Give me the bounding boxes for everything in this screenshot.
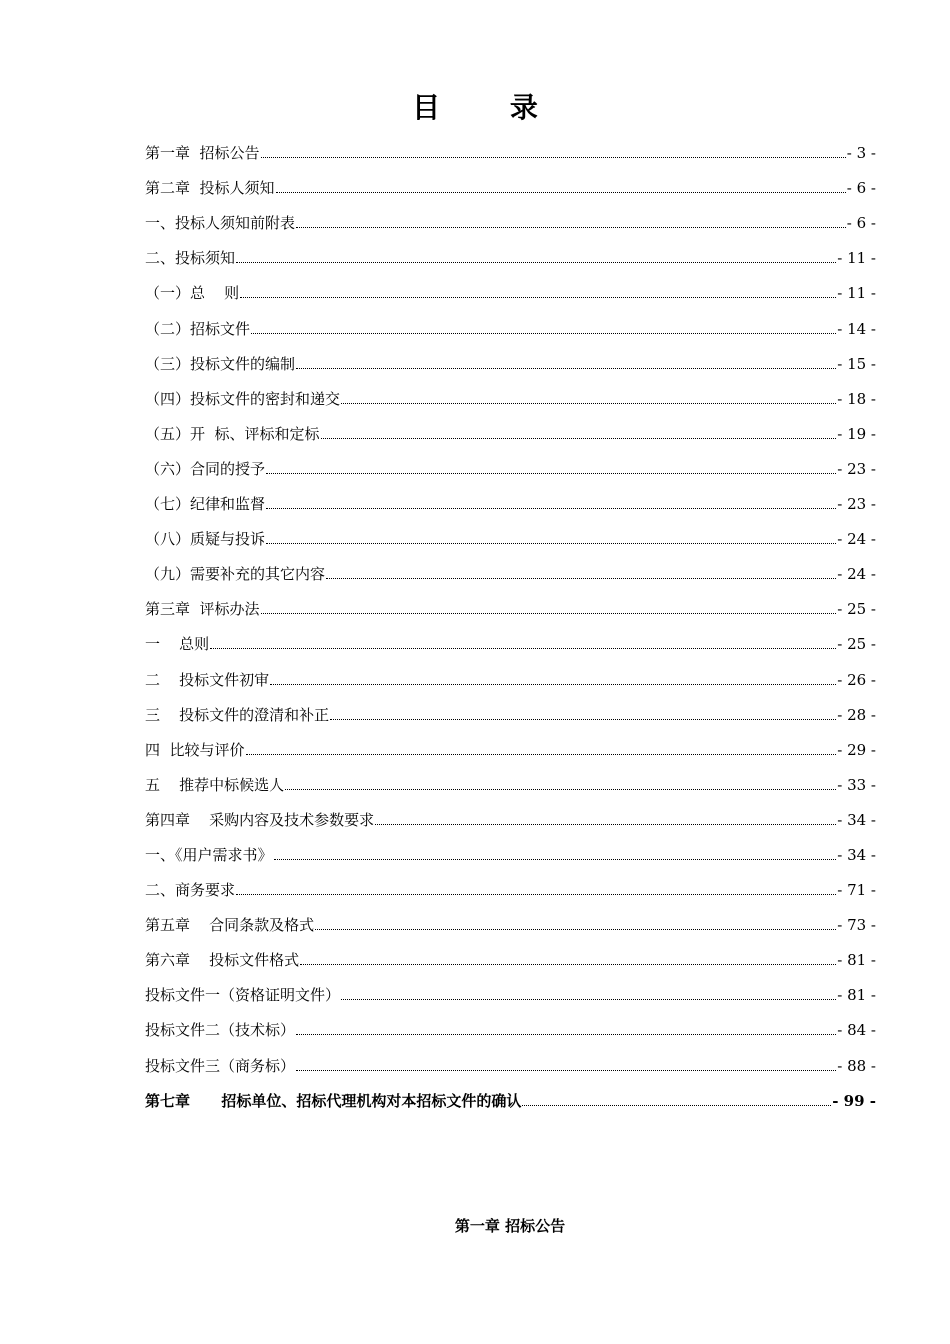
- toc-entry[interactable]: [145, 725, 876, 760]
- toc-entry-page: - 24 -: [837, 530, 876, 549]
- toc-leader-dots: [341, 998, 836, 1000]
- toc-entry-label: 第六章 投标文件格式: [145, 951, 300, 970]
- toc-entry-label: （七）纪律和监督: [145, 495, 266, 514]
- toc-entry-label: 一、《用户需求书》: [145, 845, 273, 864]
- toc-leader-dots: [236, 261, 836, 263]
- toc-entry-page: - 18 -: [837, 389, 876, 408]
- toc-entry-page: - 28 -: [837, 705, 876, 724]
- toc-entry-page: - 33 -: [837, 775, 876, 794]
- toc-leader-dots: [210, 647, 836, 649]
- toc-entry-label: 投标文件一（资格证明文件）: [145, 986, 341, 1005]
- toc-leader-dots: [276, 191, 846, 193]
- toc-entry-label: 第四章 采购内容及技术参数要求: [145, 810, 375, 829]
- toc-entry-page: - 19 -: [837, 424, 876, 443]
- toc-entry-page: - 29 -: [837, 740, 876, 759]
- toc-entry-label: 第五章 合同条款及格式: [145, 916, 315, 935]
- toc-entry[interactable]: [145, 374, 876, 409]
- table-of-contents: [145, 128, 876, 1111]
- toc-entry[interactable]: [145, 514, 876, 549]
- toc-entry-label: （六）合同的授予: [145, 459, 266, 478]
- toc-entry[interactable]: [145, 128, 876, 163]
- toc-leader-dots: [240, 296, 836, 298]
- chapter-heading: 第一章 招标公告: [454, 1217, 566, 1235]
- toc-entry[interactable]: [145, 233, 876, 268]
- toc-entry-page: - 34 -: [837, 810, 876, 829]
- toc-entry[interactable]: [145, 935, 876, 970]
- toc-entry[interactable]: [145, 654, 876, 689]
- toc-entry-page: - 81 -: [837, 951, 876, 970]
- toc-entry-page: - 14 -: [837, 319, 876, 338]
- toc-entry-page: - 88 -: [837, 1056, 876, 1075]
- toc-entry[interactable]: [145, 900, 876, 935]
- toc-entry-page: - 84 -: [837, 1021, 876, 1040]
- toc-entry-label: 二 投标文件初审: [145, 670, 270, 689]
- toc-entry[interactable]: [145, 1005, 876, 1040]
- toc-entry[interactable]: [145, 865, 876, 900]
- toc-entry-label: 一 总则: [145, 635, 210, 654]
- toc-entry-label: （八）质疑与投诉: [145, 530, 266, 549]
- toc-leader-dots: [296, 367, 836, 369]
- toc-entry-label: 三 投标文件的澄清和补正: [145, 705, 330, 724]
- toc-entry-page: - 11 -: [837, 284, 876, 303]
- toc-entry[interactable]: [145, 198, 876, 233]
- toc-entry-label: （二）招标文件: [145, 319, 251, 338]
- toc-entry[interactable]: [145, 339, 876, 374]
- toc-entry-page: - 99 -: [832, 1091, 876, 1110]
- toc-entry-label: （一）总 则: [145, 284, 240, 303]
- toc-leader-dots: [266, 507, 836, 509]
- toc-entry[interactable]: [145, 795, 876, 830]
- toc-entry-label: 五 推荐中标候选人: [145, 775, 285, 794]
- toc-entry[interactable]: [145, 584, 876, 619]
- toc-leader-dots: [300, 963, 836, 965]
- toc-leader-dots: [266, 542, 836, 544]
- toc-entry[interactable]: [145, 479, 876, 514]
- toc-entry[interactable]: [145, 549, 876, 584]
- toc-leader-dots: [296, 226, 846, 228]
- toc-entry-label: 一、投标人须知前附表: [145, 214, 296, 233]
- toc-leader-dots: [274, 858, 837, 860]
- toc-entry-label: （四）投标文件的密封和递交: [145, 389, 341, 408]
- toc-entry[interactable]: [145, 163, 876, 198]
- toc-leader-dots: [251, 332, 836, 334]
- toc-leader-dots: [522, 1104, 831, 1106]
- toc-leader-dots: [341, 402, 836, 404]
- toc-entry-page: - 23 -: [837, 459, 876, 478]
- toc-leader-dots: [296, 1069, 836, 1071]
- toc-entry-page: - 25 -: [837, 635, 876, 654]
- toc-entry-page: - 6 -: [846, 214, 876, 233]
- toc-entry-label: 第七章 招标单位、招标代理机构对本招标文件的确认: [145, 1091, 522, 1110]
- toc-entry-label: 第二章 投标人须知: [145, 179, 275, 198]
- toc-entry[interactable]: [145, 830, 876, 865]
- toc-entry-page: - 73 -: [837, 916, 876, 935]
- toc-entry-page: - 26 -: [837, 670, 876, 689]
- toc-entry[interactable]: [145, 268, 876, 303]
- toc-entry[interactable]: [145, 619, 876, 654]
- toc-leader-dots: [270, 683, 836, 685]
- toc-leader-dots: [246, 753, 837, 755]
- toc-entry-page: - 6 -: [846, 179, 876, 198]
- toc-entry-page: - 24 -: [837, 565, 876, 584]
- toc-entry-label: 投标文件二（技术标）: [145, 1021, 296, 1040]
- toc-entry-label: （五）开 标、评标和定标: [145, 424, 320, 443]
- toc-leader-dots: [261, 612, 837, 614]
- toc-leader-dots: [330, 718, 836, 720]
- toc-leader-dots: [326, 577, 836, 579]
- toc-entry[interactable]: [145, 303, 876, 338]
- toc-entry[interactable]: [145, 1076, 876, 1111]
- toc-leader-dots: [236, 893, 836, 895]
- toc-entry[interactable]: [145, 760, 876, 795]
- toc-entry-label: 四 比较与评价: [145, 740, 245, 759]
- toc-entry[interactable]: [145, 444, 876, 479]
- toc-entry[interactable]: [145, 1040, 876, 1075]
- toc-entry-page: - 3 -: [846, 144, 876, 163]
- toc-entry-label: 投标文件三（商务标）: [145, 1056, 296, 1075]
- toc-entry[interactable]: [145, 970, 876, 1005]
- toc-entry-label: （九）需要补充的其它内容: [145, 565, 326, 584]
- toc-leader-dots: [375, 823, 836, 825]
- toc-leader-dots: [285, 788, 836, 790]
- toc-entry-page: - 15 -: [837, 354, 876, 373]
- toc-entry-label: 二、投标须知: [145, 249, 236, 268]
- toc-entry-label: 二、商务要求: [145, 881, 236, 900]
- toc-leader-dots: [315, 928, 836, 930]
- toc-entry-page: - 23 -: [837, 495, 876, 514]
- toc-entry-page: - 34 -: [837, 845, 876, 864]
- toc-entry-page: - 81 -: [837, 986, 876, 1005]
- toc-entry-page: - 25 -: [837, 600, 876, 619]
- toc-entry[interactable]: [145, 409, 876, 444]
- toc-entry[interactable]: [145, 690, 876, 725]
- page-title: 目 录: [412, 91, 568, 124]
- toc-entry-label: （三）投标文件的编制: [145, 354, 296, 373]
- toc-leader-dots: [321, 437, 837, 439]
- toc-leader-dots: [266, 472, 836, 474]
- toc-entry-label: 第三章 评标办法: [145, 600, 260, 619]
- toc-entry-page: - 11 -: [837, 249, 876, 268]
- toc-leader-dots: [296, 1033, 836, 1035]
- toc-leader-dots: [261, 156, 846, 158]
- toc-entry-page: - 71 -: [837, 881, 876, 900]
- toc-entry-label: 第一章 招标公告: [145, 144, 260, 163]
